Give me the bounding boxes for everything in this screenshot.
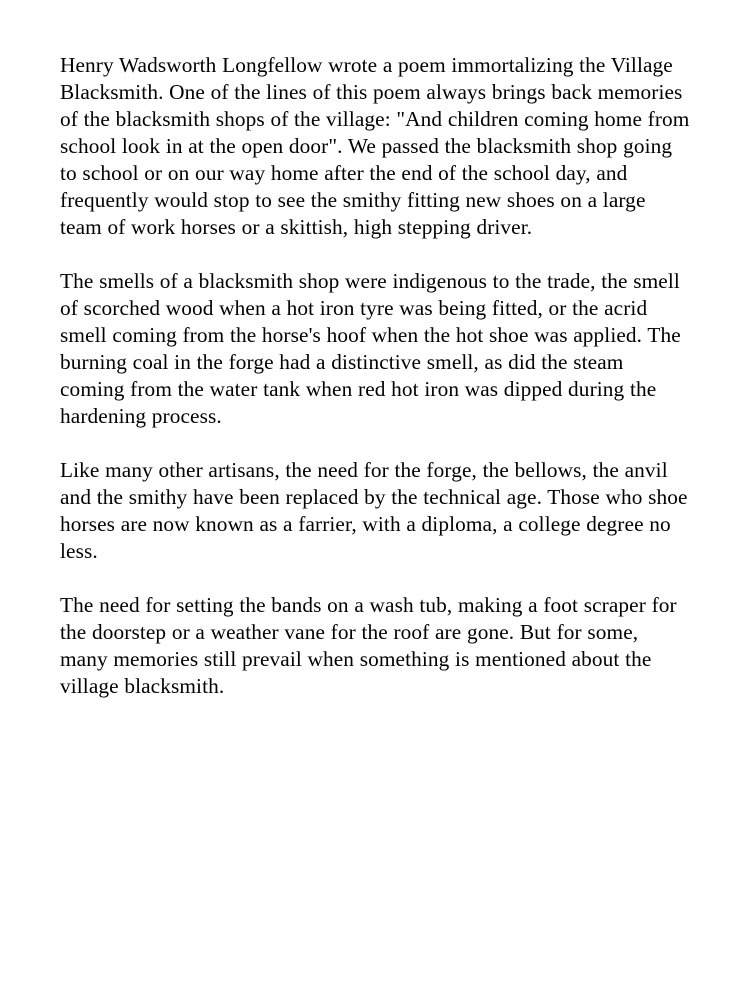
body-paragraph-3: Like many other artisans, the need for the forge, the bellows, the anvil and the smithy have been replaced by the technical age. Those who shoe horses are now known as a farrier, with a diploma, a college degree no less. (60, 458, 688, 563)
document-text-column (60, 52, 690, 700)
body-paragraph-1: Henry Wadsworth Longfellow wrote a poem immortalizing the Village Blacksmith. One of the lines of this poem always brings back memories of the blacksmith shops of the village: "And children coming home from school look in at the open door". We passed the blacksmith shop going to school or on our way home after the end of the school day, and frequently would stop to see the smithy fitting new shoes on a large team of work horses or a skittish, high stepping driver. (60, 53, 690, 239)
body-paragraph-2: The smells of a blacksmith shop were indigenous to the trade, the smell of scorched wood when a hot iron tyre was being fitted, or the acrid smell coming from the horse's hoof when the hot shoe was applied. The burning coal in the forge had a distinctive smell, as did the steam coming from the water tank when red hot iron was dipped during the hardening process. (60, 269, 681, 428)
body-paragraph-4: The need for setting the bands on a wash tub, making a foot scraper for the doorstep or a weather vane for the roof are gone. But for some, many memories still prevail when something is mentioned about the village blacksmith. (60, 593, 677, 698)
